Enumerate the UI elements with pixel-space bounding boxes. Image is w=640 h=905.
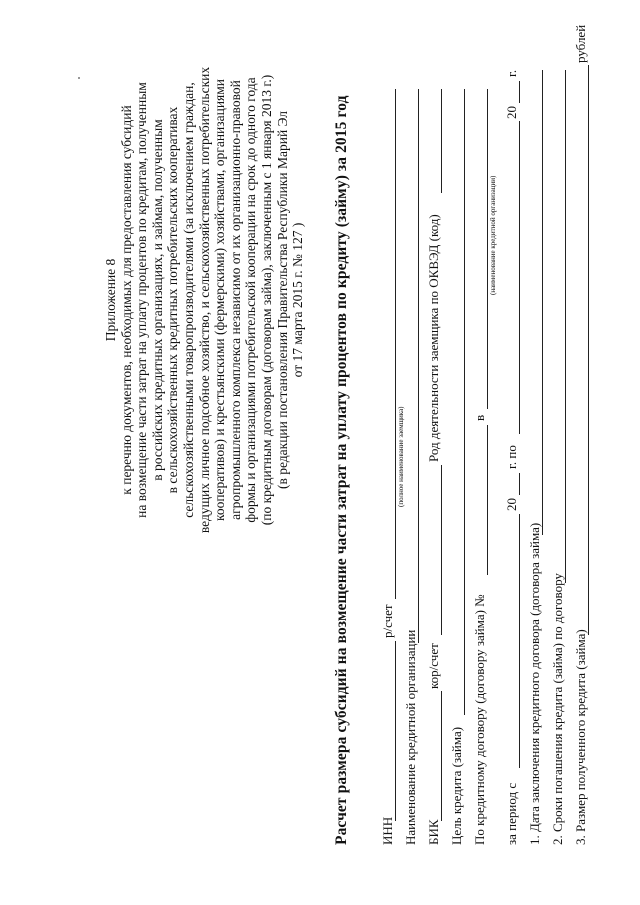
bank-label: Наименование кредитной организации bbox=[403, 629, 418, 845]
contract-date-field[interactable] bbox=[542, 70, 543, 535]
annex-title: Приложение 8 bbox=[103, 258, 118, 342]
loan-amount-field[interactable] bbox=[588, 65, 589, 635]
annex-line: в сельскохозяйственных кредитных потребительских кооперативах bbox=[165, 106, 181, 494]
annex-line: кооперативов) и крестьянскими (фермерскими) хозяйствами, организациями bbox=[212, 78, 228, 522]
inn-field[interactable] bbox=[395, 641, 396, 821]
annex-line: от 17 марта 2015 г. № 127 ) bbox=[290, 222, 306, 378]
annex-line: формы и организациями потребительской кооперации на срок до одного года bbox=[243, 77, 259, 523]
kor-label: кор/счет bbox=[426, 643, 441, 689]
bik-field[interactable] bbox=[441, 691, 442, 821]
kor-account-field[interactable] bbox=[441, 465, 442, 635]
annex-line: к перечню документов, необходимых для предоставления субсидий bbox=[118, 105, 134, 495]
year-prefix: 20 bbox=[504, 498, 519, 511]
contract-label: По кредитному договору (договору займа) № bbox=[472, 594, 487, 845]
rs-label: р/счет bbox=[380, 604, 395, 638]
item-contract-date: 1. Дата заключения кредитного договора (договора займа) bbox=[527, 522, 542, 845]
period-start-field[interactable] bbox=[519, 514, 520, 768]
year-prefix: 20 bbox=[504, 106, 519, 119]
item-loan-amount: 3. Размер полученного кредита (займа) bbox=[573, 629, 588, 845]
purpose-label: Цель кредита (займа) bbox=[449, 726, 464, 845]
annex-line: в российских кредитных организациях, и займам, полученным bbox=[149, 119, 165, 481]
bank-caption: (наименование кредитной организации) bbox=[489, 175, 497, 295]
bank-in-field[interactable] bbox=[487, 89, 488, 409]
in-label: в bbox=[472, 414, 487, 421]
bik-label: БИК bbox=[426, 819, 441, 845]
annex-line: ведущих личное подсобное хозяйство, и сельскохозяйственных потребительских bbox=[196, 66, 212, 534]
repayment-terms-field[interactable] bbox=[565, 70, 566, 583]
year-suffix: г. bbox=[504, 69, 519, 77]
bank-name-field[interactable] bbox=[418, 89, 419, 643]
end-year-field[interactable] bbox=[519, 81, 520, 103]
okved-label: Род деятельности заемщика по ОКВЭД (код) bbox=[426, 214, 441, 462]
document-title: Расчет размера субсидий на возмещение части затрат на уплату процентов по кредиту (займу) за 2015 год bbox=[333, 95, 350, 845]
annex-line: сельскохозяйственными товаропроизводителями (за исключением граждан, bbox=[180, 82, 196, 518]
borrower-caption: (полное наименование заемщика) bbox=[397, 406, 405, 507]
borrower-name-field[interactable] bbox=[395, 89, 396, 599]
okved-field[interactable] bbox=[441, 89, 442, 193]
annex-line: на возмещение части затрат на уплату процентов по кредитам, полученным bbox=[134, 82, 150, 518]
purpose-field[interactable] bbox=[464, 89, 465, 715]
period-end-field[interactable] bbox=[519, 121, 520, 434]
annex-line: агропромышленного комплекса независимо от их организационно-правовой bbox=[227, 80, 243, 520]
annex-line: (по кредитным договорам (договорам займа), заключенным с 1 января 2013 г.) bbox=[258, 74, 274, 526]
rubles-label: рублей bbox=[573, 24, 588, 63]
annex-header bbox=[103, 0, 306, 600]
annex-line: (в редакции постановления Правительства Республики Марий Эл bbox=[274, 110, 290, 490]
inn-label: ИНН bbox=[380, 816, 395, 845]
start-year-field[interactable] bbox=[519, 473, 520, 495]
contract-number-field[interactable] bbox=[487, 425, 488, 575]
period-to-label: г. по bbox=[504, 445, 519, 469]
scan-speck bbox=[78, 77, 80, 79]
item-repayment-terms: 2. Сроки погашения кредита (займа) по договору bbox=[550, 573, 565, 845]
period-from-label: за период с bbox=[504, 782, 519, 845]
